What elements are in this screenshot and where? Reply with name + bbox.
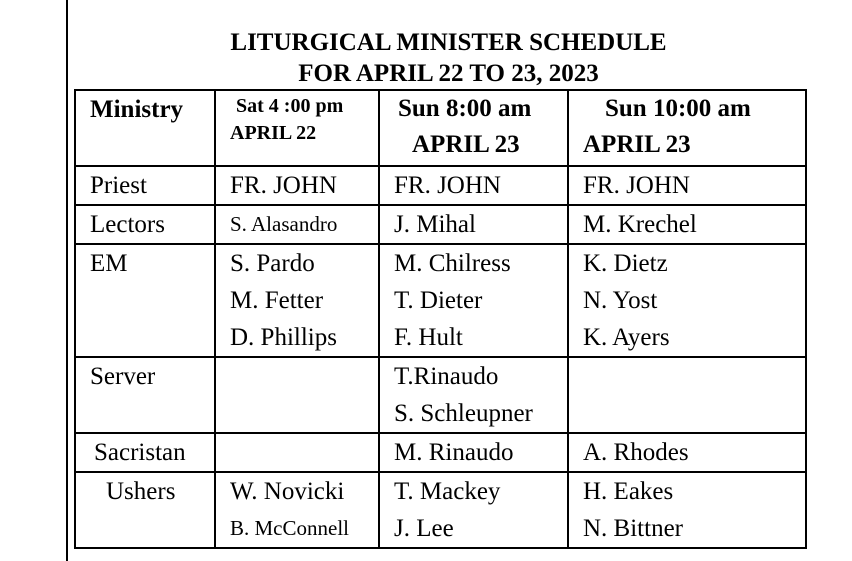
cell-sat <box>215 166 379 205</box>
minister-name: F. Hult <box>394 324 463 351</box>
minister-name: T. Mackey <box>394 478 501 505</box>
minister-name: A. Rhodes <box>583 439 689 466</box>
minister-name: B. McConnell <box>230 516 349 540</box>
cell-sat <box>215 433 379 472</box>
cell-sun8 <box>379 205 568 244</box>
minister-name: K. Ayers <box>583 324 670 351</box>
cell-sun10 <box>568 166 806 205</box>
minister-name: N. Yost <box>583 287 658 314</box>
minister-name: M. Fetter <box>230 287 324 314</box>
minister-name: S. Pardo <box>230 250 315 277</box>
cell-sat <box>215 244 379 357</box>
row-ushers <box>75 472 806 548</box>
minister-name: S. Alasandro <box>230 212 338 236</box>
row-sacristan <box>75 433 806 472</box>
ministry-label: Sacristan <box>75 433 215 472</box>
cell-sun8 <box>379 433 568 472</box>
header-sat-time: Sat 4 :00 pm <box>236 95 344 117</box>
minister-name: J. Mihal <box>394 211 476 238</box>
minister-name: K. Dietz <box>583 250 668 277</box>
cell-sun10 <box>568 433 806 472</box>
ministry-label: Priest <box>75 166 215 205</box>
header-sat-4pm <box>215 90 379 166</box>
header-sun8-time: Sun 8:00 am <box>398 95 532 122</box>
minister-name: FR. JOHN <box>394 172 501 199</box>
header-sun8-date: APRIL 23 <box>412 131 520 158</box>
header-sun-8am <box>379 90 568 166</box>
header-sun10-date: APRIL 23 <box>583 131 691 158</box>
minister-name: D. Phillips <box>230 324 337 351</box>
ministry-label: Ushers <box>75 472 215 548</box>
schedule-title: LITURGICAL MINISTER SCHEDULE <box>230 29 667 56</box>
header-row <box>75 90 806 166</box>
minister-schedule-table <box>74 89 807 549</box>
ministry-label: EM <box>75 244 215 357</box>
cell-sat <box>215 205 379 244</box>
row-lectors <box>75 205 806 244</box>
header-sat-date: APRIL 22 <box>230 122 317 144</box>
header-sun10-time: Sun 10:00 am <box>605 95 751 122</box>
minister-name: T. Dieter <box>394 287 483 314</box>
cell-sun8 <box>379 472 568 548</box>
cell-sun8 <box>379 357 568 433</box>
header-ministry: Ministry <box>75 90 215 166</box>
ministry-label: Server <box>75 357 215 433</box>
minister-name: M. Chilress <box>394 250 511 277</box>
minister-name: FR. JOHN <box>583 172 690 199</box>
minister-name: T.Rinaudo <box>394 363 499 390</box>
schedule-date-range: FOR APRIL 22 TO 23, 2023 <box>298 60 599 87</box>
cell-sun10 <box>568 205 806 244</box>
row-server <box>75 357 806 433</box>
cell-sun10 <box>568 244 806 357</box>
cell-sun10 <box>568 357 806 433</box>
minister-name: S. Schleupner <box>394 400 533 427</box>
cell-sun10 <box>568 472 806 548</box>
minister-name: H. Eakes <box>583 478 674 505</box>
minister-name: W. Novicki <box>230 478 345 505</box>
cell-sun8 <box>379 244 568 357</box>
cell-sat <box>215 472 379 548</box>
minister-name: FR. JOHN <box>230 172 337 199</box>
row-priest <box>75 166 806 205</box>
row-em <box>75 244 806 357</box>
cell-sun8 <box>379 166 568 205</box>
cell-sat <box>215 357 379 433</box>
minister-name: N. Bittner <box>583 515 683 542</box>
minister-name: M. Krechel <box>583 211 697 238</box>
ministry-label: Lectors <box>75 205 215 244</box>
minister-name: M. Rinaudo <box>394 439 514 466</box>
header-sun-10am <box>568 90 806 166</box>
minister-name: J. Lee <box>394 515 454 542</box>
